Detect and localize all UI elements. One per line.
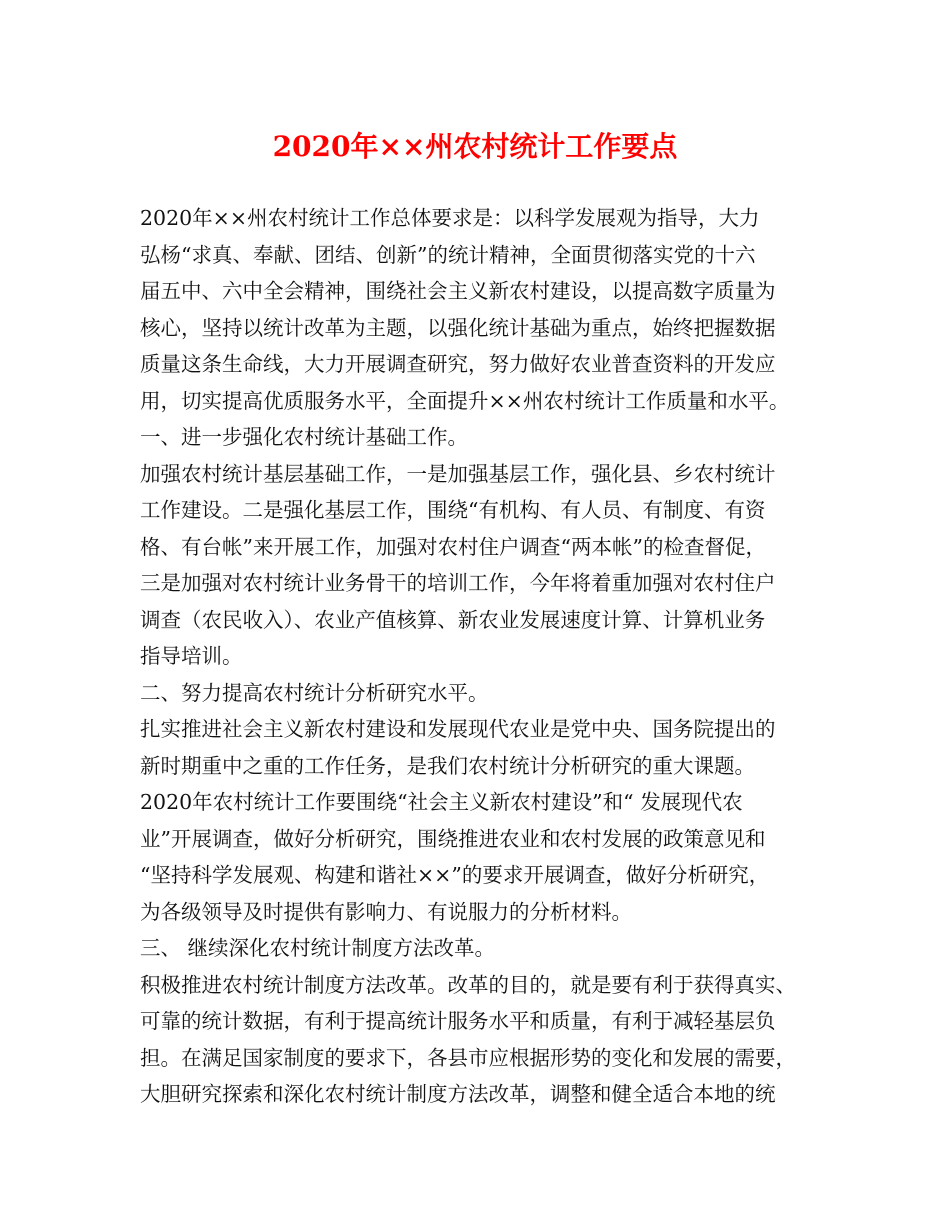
body-line: “坚持科学发展观、构建和谐社××”的要求开展调查，做好分析研究， [140,863,770,887]
body-line: 质量这条生命线，大力开展调查研究，努力做好农业普查资料的开发应 [140,352,776,376]
body-line: 用，切实提高优质服务水平，全面提升××州农村统计工作质量和水平。 [140,388,790,413]
body-line: 积极推进农村统计制度方法改革。改革的目的，就是要有利于获得真实、 [140,972,796,997]
document-body [140,200,830,1113]
body-line: 加强农村统计基层基础工作，一是加强基层工作，强化县、乡农村统计 [140,461,776,486]
body-line: 弘杨“求真、奉献、团结、创新”的统计精神，全面贯彻落实党的十六 [140,242,756,267]
body-line: 业”开展调查，做好分析研究，围绕推进农业和农村发展的政策意见和 [140,826,766,851]
body-line: 大胆研究探索和深化农村统计制度方法改革，调整和健全适合本地的统 [140,1082,776,1106]
body-line: 为各级领导及时提供有影响力、有说服力的分析材料。 [140,899,632,924]
body-line: 三是加强对农村统计业务骨干的培训工作，今年将着重加强对农村住户 [140,571,776,595]
body-line: 2020年农村统计工作要围绕“社会主义新农村建设”和“ 发展现代农 [140,790,743,814]
body-line: 工作建设。二是强化基层工作，围绕“有机构、有人员、有制度、有资 [140,498,766,522]
section-heading-1: 一、进一步强化农村统计基础工作。 [140,425,468,449]
body-line: 2020年××州农村统计工作总体要求是：以科学发展观为指导，大力 [140,206,760,230]
body-line: 新时期重中之重的工作任务，是我们农村统计分析研究的重大课题。 [140,753,755,778]
body-line: 可靠的统计数据，有利于提高统计服务水平和质量，有利于减轻基层负 [140,1009,776,1033]
body-line: 核心，坚持以统计改革为主题，以强化统计基础为重点，始终把握数据 [140,315,776,340]
body-line: 届五中、六中全会精神，围绕社会主义新农村建设，以提高数字质量为 [140,279,776,303]
body-line: 担。在满足国家制度的要求下，各县市应根据形势的变化和发展的需要， [140,1045,796,1070]
body-line: 扎实推进社会主义新农村建设和发展现代农业是党中央、国务院提出的 [140,717,776,741]
section-heading-3: 三、 继续深化农村统计制度方法改革。 [140,936,496,960]
body-line: 格、有台帐”来开展工作，加强对农村住户调查“两本帐”的检查督促， [140,534,766,559]
document-title: 2020年××州农村统计工作要点 [272,130,678,163]
body-line: 调查（农民收入）、农业产值核算、新农业发展速度计算、计算机业务 [140,607,766,632]
body-line: 指导培训。 [140,644,243,668]
section-heading-2: 二、努力提高农村统计分析研究水平。 [140,680,489,705]
